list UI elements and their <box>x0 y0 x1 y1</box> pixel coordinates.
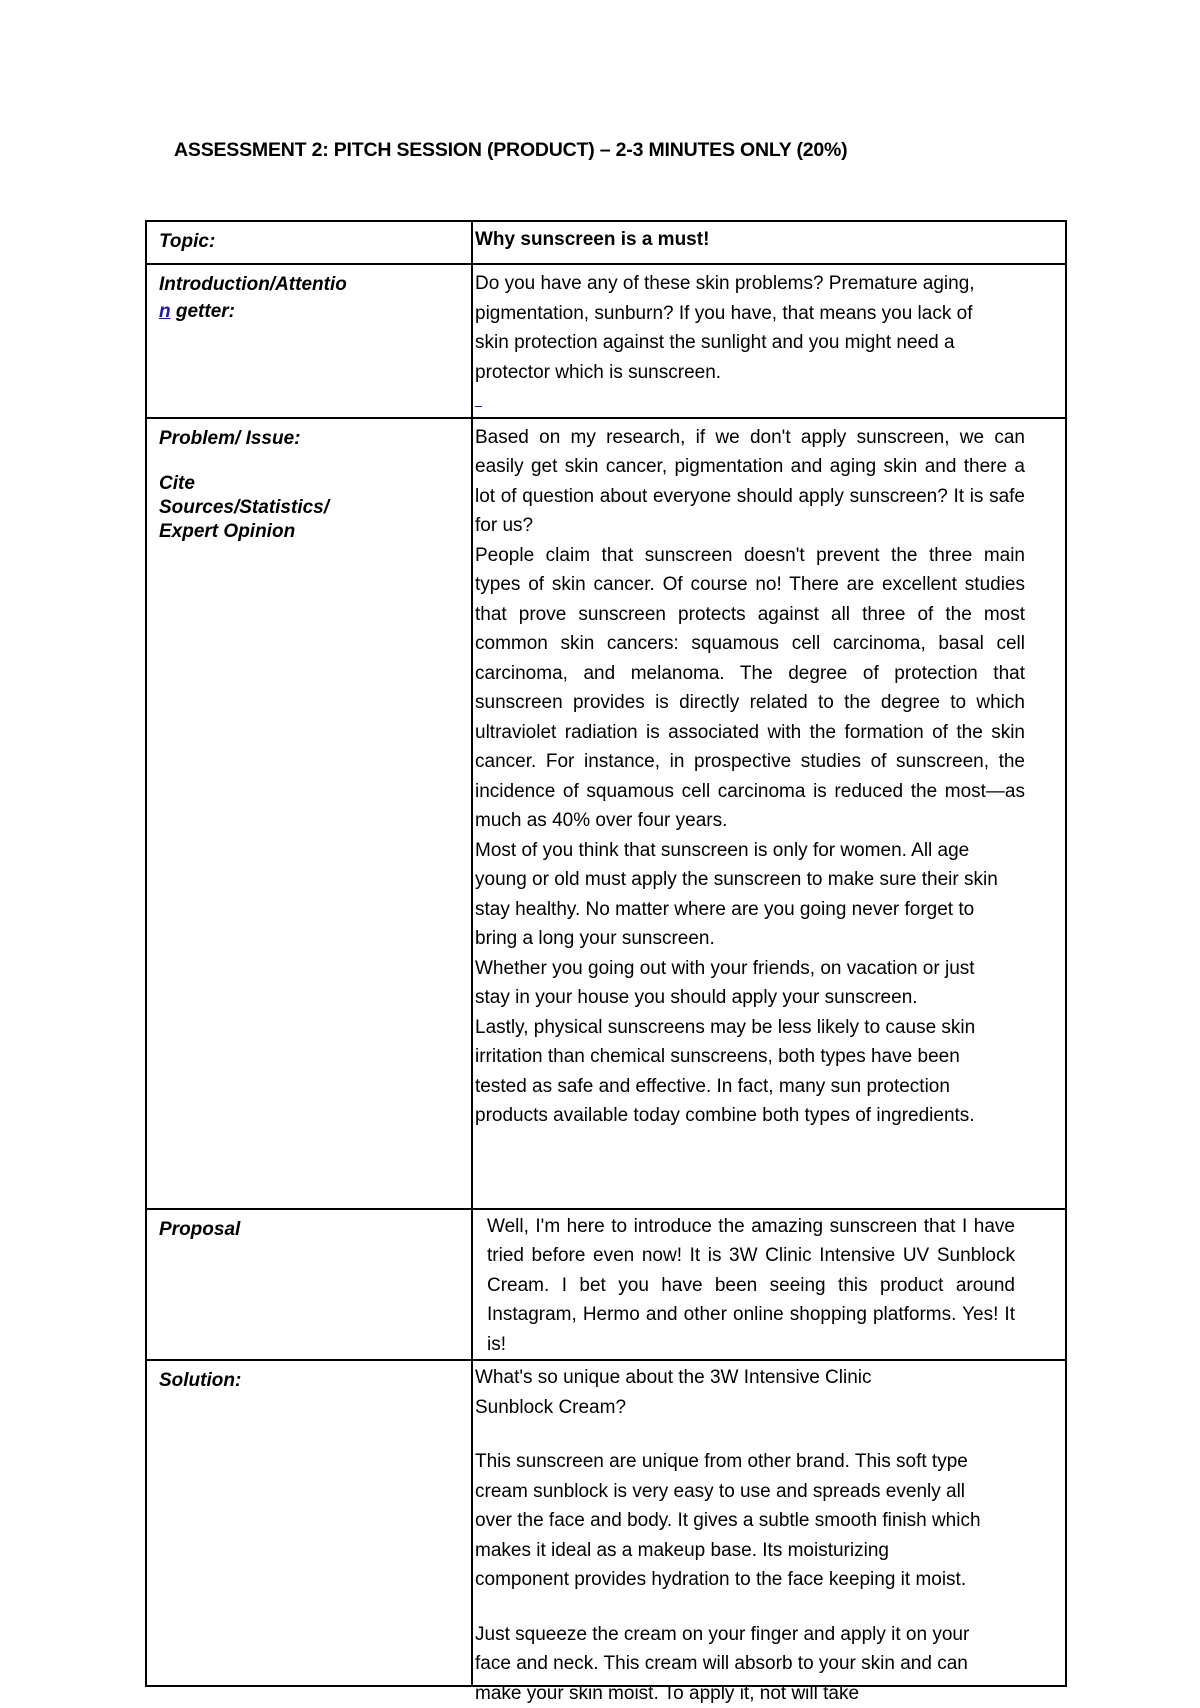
topic-value: Why sunscreen is a must! <box>472 221 1066 264</box>
label-link[interactable]: n <box>159 301 171 322</box>
paragraph: Just squeeze the cream on your finger and apply it on your face and neck. This cream will absorb to your skin and can make your skin moist. To apply it, not will take <box>475 1620 985 1708</box>
paragraph: What's so unique about the 3W Intensive Clinic Sunblock Cream? <box>475 1363 985 1422</box>
sub-label: Cite Sources/Statistics/ Expert Opinion <box>159 472 359 544</box>
row-proposal <box>146 1209 1066 1361</box>
row-introduction <box>146 264 1066 418</box>
pitch-table <box>145 220 1067 1687</box>
topic-label: Topic: <box>146 221 472 264</box>
link-mark <box>475 398 482 407</box>
introduction-label <box>146 264 472 418</box>
paragraph: Lastly, physical sunscreens may be less likely to cause skin irritation than chemical sunscreens, both types have been tested as safe and effective. In fact, many sun protection products available today combine both types of ingredients. <box>475 1013 1025 1131</box>
paragraph: Based on my research, if we don't apply sunscreen, we can easily get skin cancer, pigmentation and aging skin and there a lot of question about everyone should apply sunscreen? It is safe for us? <box>475 423 1025 541</box>
paragraph: People claim that sunscreen doesn't prevent the three main types of skin cancer. Of course no! There are excellent studies that prove sunscreen protects against all three of the most common skin cancers: squamous cell carcinoma, basal cell carcinoma, and melanoma. The degree of protection that sunscreen provides is directly related to the degree to which ultraviolet radiation is associated with the formation of the skin cancer. For instance, in prospective studies of sunscreen, the incidence of squamous cell carcinoma is reduced the most—as much as 40% over four years. <box>475 541 1025 836</box>
introduction-value <box>472 264 1066 418</box>
label-text: getter: <box>171 301 235 322</box>
solution-value <box>472 1360 1066 1686</box>
row-solution <box>146 1360 1066 1686</box>
paragraph: Whether you going out with your friends, on vacation or just stay in your house you should apply your sunscreen. <box>475 954 1025 1013</box>
proposal-label: Proposal <box>146 1209 472 1361</box>
problem-label <box>146 418 472 1209</box>
paragraph: This sunscreen are unique from other brand. This soft type cream sunblock is very easy to use and spreads evenly all over the face and body. It gives a subtle smooth finish which makes it ideal as a makeup base. Its moisturizing component provides hydration to the face keeping it moist. <box>475 1447 985 1595</box>
paragraph: Most of you think that sunscreen is only for women. All age young or old must apply the sunscreen to make sure their skin stay healthy. No matter where are you going never forget to bring a long your sunscreen. <box>475 836 1025 954</box>
label-text: Problem/ Issue: <box>159 425 459 452</box>
solution-label: Solution: <box>146 1360 472 1686</box>
row-topic <box>146 221 1066 264</box>
paragraph: Do you have any of these skin problems? Premature aging, pigmentation, sunburn? If you have, that means you lack of skin protection against the sunlight and you might need a protector which is sunscreen. <box>475 269 1005 387</box>
row-problem <box>146 418 1066 1209</box>
problem-value <box>472 418 1066 1209</box>
label-text: Introduction/Attentio <box>159 274 347 295</box>
proposal-value: Well, I'm here to introduce the amazing sunscreen that I have tried before even now! It is 3W Clinic Intensive UV Sunblock Cream. I bet you have been seeing this product around Instagram, Hermo and other online shopping platforms. Yes! It is! <box>472 1209 1066 1361</box>
document-title: ASSESSMENT 2: PITCH SESSION (PRODUCT) – 2-3 MINUTES ONLY (20%) <box>174 139 847 162</box>
